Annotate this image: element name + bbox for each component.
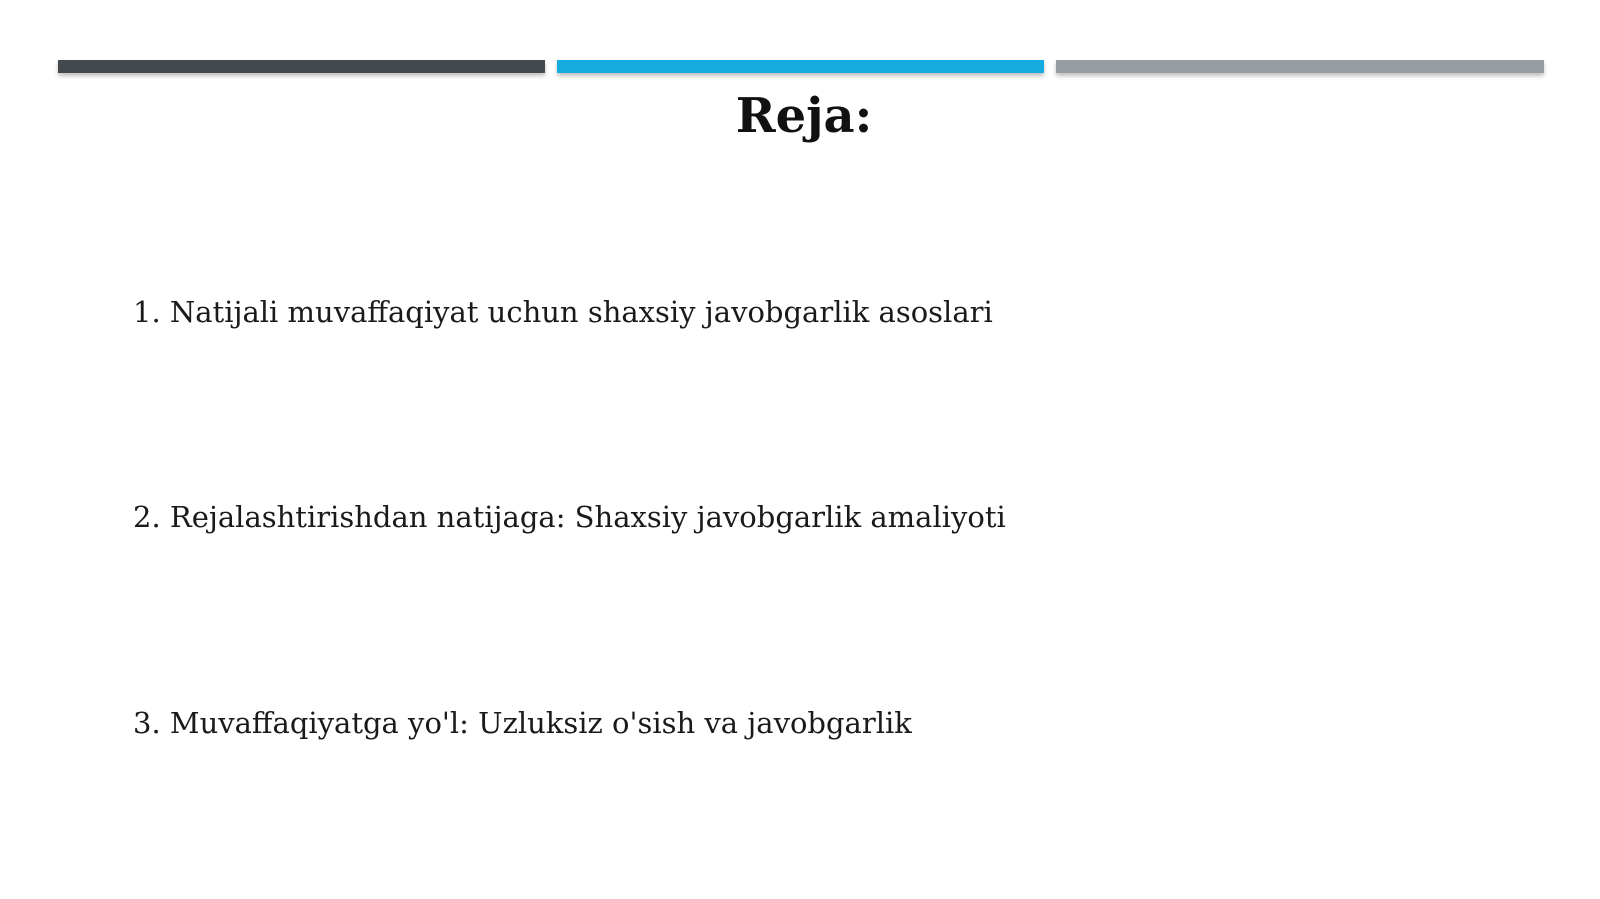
plan-item-3: 3. Muvaffaqiyatga yo'l: Uzluksiz o'sish va javobgarlik: [133, 706, 912, 740]
plan-item-2: 2. Rejalashtirishdan natijaga: Shaxsiy javobgarlik amaliyoti: [133, 500, 1006, 534]
accent-bar-gray: [1056, 60, 1544, 73]
plan-item-1: 1. Natijali muvaffaqiyat uchun shaxsiy javobgarlik asoslari: [133, 295, 993, 329]
header-accent-bars: [58, 60, 1544, 73]
accent-bar-blue: [557, 60, 1044, 73]
accent-bar-dark: [58, 60, 545, 73]
slide-title: Reja:: [735, 88, 873, 144]
